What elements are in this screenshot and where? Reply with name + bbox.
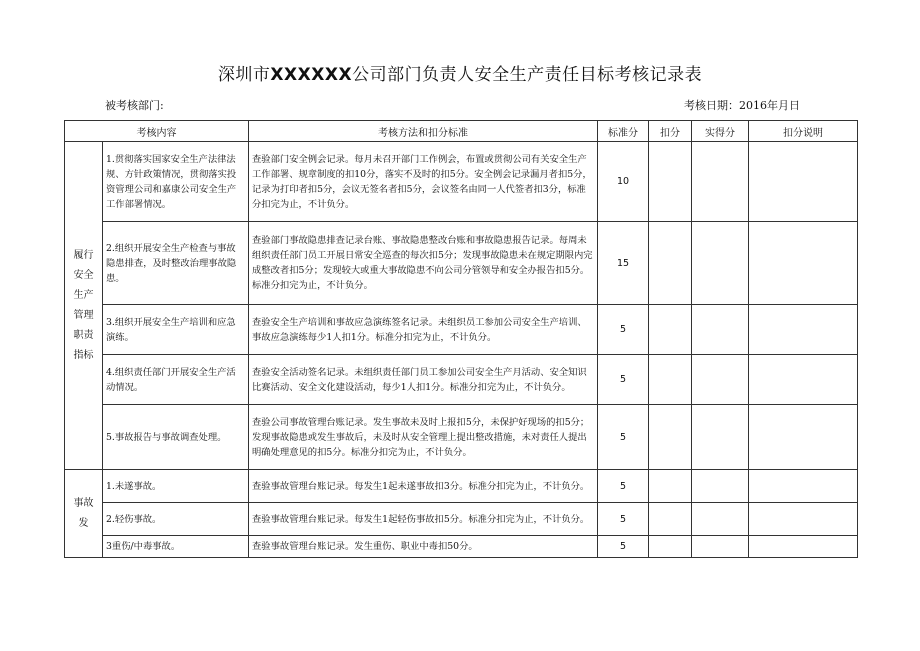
header-deduct: 扣分: [649, 121, 692, 142]
table-row: [65, 405, 858, 470]
header-standard: 标准分: [598, 121, 649, 142]
actual-cell[interactable]: [692, 503, 749, 536]
item-cell: 2.轻伤事故。: [103, 503, 249, 536]
table-row: [65, 470, 858, 503]
actual-cell[interactable]: [692, 470, 749, 503]
standard-score: 5: [598, 470, 649, 503]
method-cell: 查验事故管理台账记录。每发生1起未遂事故扣3分。标准分扣完为止，不计负分。: [249, 470, 598, 503]
standard-score: 5: [598, 355, 649, 405]
method-cell: 查验事故管理台账记录。每发生1起轻伤事故扣5分。标准分扣完为止，不计负分。: [249, 503, 598, 536]
deduct-cell[interactable]: [649, 222, 692, 305]
deduct-cell[interactable]: [649, 470, 692, 503]
item-cell: 3重伤/中毒事故。: [103, 536, 249, 558]
department-label: 被考核部门:: [105, 99, 164, 112]
item-cell: 5.事故报告与事故调查处理。: [103, 405, 249, 470]
item-cell: 2.组织开展安全生产检查与事故隐患排查，及时整改治理事故隐患。: [103, 222, 249, 305]
table-row: [65, 305, 858, 355]
actual-cell[interactable]: [692, 222, 749, 305]
standard-score: 5: [598, 536, 649, 558]
deduct-cell[interactable]: [649, 142, 692, 222]
category-label: 事故发: [73, 497, 94, 529]
item-cell: 4.组织责任部门开展安全生产活动情况。: [103, 355, 249, 405]
note-cell[interactable]: [749, 222, 858, 305]
title-suffix: 公司部门负责人安全生产责任目标考核记录表: [352, 65, 703, 85]
deduct-cell[interactable]: [649, 536, 692, 558]
item-cell: 3.组织开展安全生产培训和应急演练。: [103, 305, 249, 355]
header-content: 考核内容: [65, 121, 249, 142]
deduct-cell[interactable]: [649, 405, 692, 470]
standard-score: 5: [598, 305, 649, 355]
method-cell: 查验公司事故管理台账记录。发生事故未及时上报扣5分，未保护好现场的扣5分；发现事故隐患或发生事故后，未及时从安全管理上提出整改措施，未对责任人提出明确处理意见的扣5分。标准分扣完为止，不计负分。: [249, 405, 598, 470]
assessment-table: [64, 120, 858, 558]
table-row: [65, 142, 858, 222]
title-prefix: 深圳市: [217, 65, 271, 85]
page-title: [0, 60, 920, 85]
deduct-cell[interactable]: [649, 355, 692, 405]
actual-cell[interactable]: [692, 355, 749, 405]
standard-score: 15: [598, 222, 649, 305]
note-cell[interactable]: [749, 305, 858, 355]
category-cell: [65, 470, 103, 558]
note-cell[interactable]: [749, 470, 858, 503]
method-cell: 查验部门事故隐患排查记录台账、事故隐患整改台账和事故隐患报告记录。每周未组织责任部门员工开展日常安全巡查的每次扣5分；发现事故隐患未在规定期限内完成整改者扣5分；发现较大或重大事故隐患不向公司分管领导和安全办报告扣5分。标准分扣完为止，不计负分。: [249, 222, 598, 305]
note-cell[interactable]: [749, 405, 858, 470]
standard-score: 5: [598, 503, 649, 536]
deduct-cell[interactable]: [649, 305, 692, 355]
actual-cell[interactable]: [692, 142, 749, 222]
method-cell: 查验事故管理台账记录。发生重伤、职业中毒扣50分。: [249, 536, 598, 558]
item-cell: 1.未遂事故。: [103, 470, 249, 503]
deduct-cell[interactable]: [649, 503, 692, 536]
note-cell[interactable]: [749, 503, 858, 536]
category-cell: [65, 142, 103, 470]
standard-score: 10: [598, 142, 649, 222]
title-company: XXXXXX: [270, 65, 353, 85]
method-cell: 查验部门安全例会记录。每月未召开部门工作例会，布置或贯彻公司有关安全生产工作部署、规章制度的扣10分，落实不及时的扣5分。安全例会记录漏月者扣5分，记录为打印者扣5分，会议无签名者扣5分，会议签名由同一人代签者扣3分，标准分扣完为止，不计负分。: [249, 142, 598, 222]
note-cell[interactable]: [749, 355, 858, 405]
method-cell: 查验安全生产培训和事故应急演练签名记录。未组织员工参加公司安全生产培训、事故应急演练每少1人扣1分。标准分扣完为止，不计负分。: [249, 305, 598, 355]
standard-score: 5: [598, 405, 649, 470]
method-cell: 查验安全活动签名记录。未组织责任部门员工参加公司安全生产月活动、安全知识比赛活动、安全文化建设活动，每少1人扣1分。标准分扣完为止，不计负分。: [249, 355, 598, 405]
actual-cell[interactable]: [692, 536, 749, 558]
table-row: [65, 503, 858, 536]
actual-cell[interactable]: [692, 305, 749, 355]
header-actual: 实得分: [692, 121, 749, 142]
item-cell: 1.贯彻落实国家安全生产法律法规、方针政策情况，贯彻落实投资管理公司和嘉康公司安全生产工作部署情况。: [103, 142, 249, 222]
header-note: 扣分说明: [749, 121, 858, 142]
note-cell[interactable]: [749, 536, 858, 558]
header-method: 考核方法和扣分标准: [249, 121, 598, 142]
note-cell[interactable]: [749, 142, 858, 222]
table-row: [65, 355, 858, 405]
assessment-date: 考核日期：2016年月日: [684, 99, 800, 112]
table-row: [65, 536, 858, 558]
actual-cell[interactable]: [692, 405, 749, 470]
header-row: [65, 121, 858, 142]
category-label: 履行安全生产管理职责指标: [73, 249, 94, 361]
table-row: [65, 222, 858, 305]
